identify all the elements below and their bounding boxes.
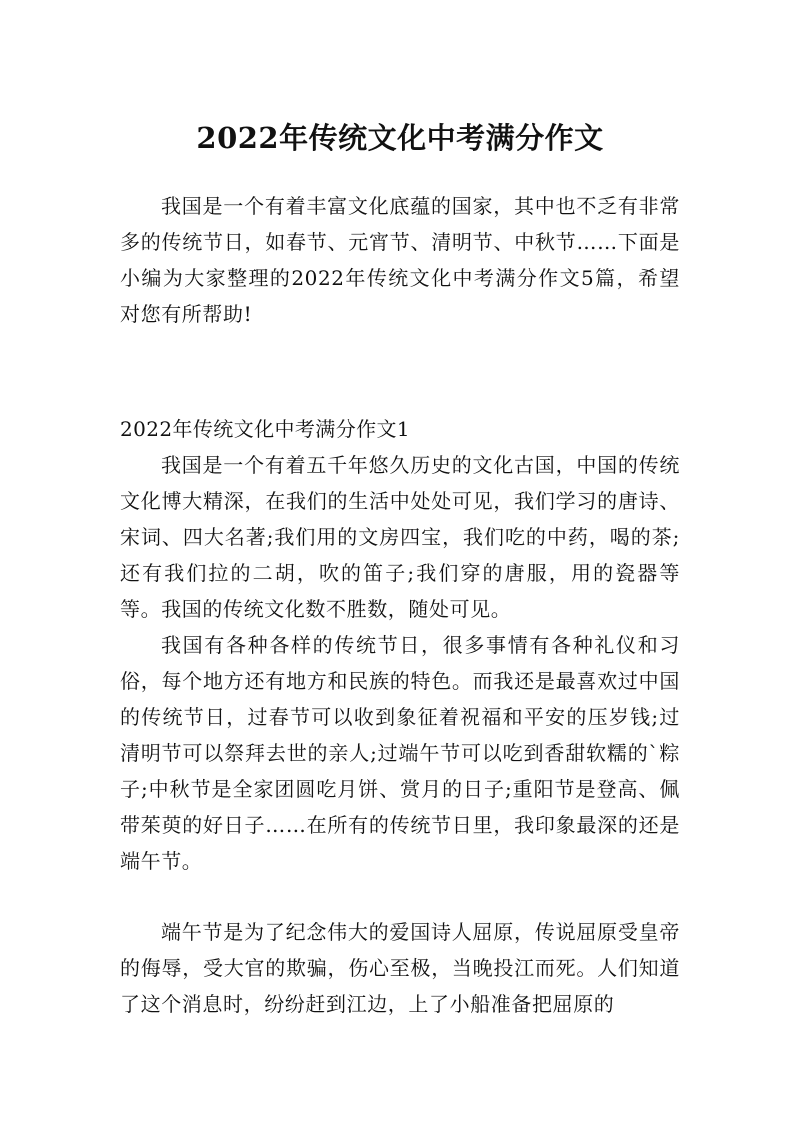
essay-paragraph-3: 端午节是为了纪念伟大的爱国诗人屈原，传说屈原受皇帝的侮辱，受大官的欺骗，伤心至极，当晚投江而死。人们知道了这个消息时，纷纷赶到江边，上了小船准备把屈原的: [120, 920, 680, 1016]
essay-paragraph-2: 我国有各种各样的传统节日，很多事情有各种礼仪和习俗，每个地方还有地方和民族的特色。而我还是最喜欢过中国的传统节日，过春节可以收到象征着祝福和平安的压岁钱;过清明节可以祭拜去世的亲人;过端午节可以吃到香甜软糯的`粽子;中秋节是全家团圆吃月饼、赏月的日子;重阳节是登高、佩带茱萸的好日子……在所有的传统节日里，我印象最深的还是端午节。: [120, 633, 680, 873]
intro-paragraph: 我国是一个有着丰富文化底蕴的国家，其中也不乏有非常多的传统节日，如春节、元宵节、清明节、中秋节……下面是小编为大家整理的2022年传统文化中考满分作文5篇，希望对您有所帮助!: [120, 194, 680, 326]
essay-paragraph-1: 我国是一个有着五千年悠久历史的文化古国，中国的传统文化博大精深，在我们的生活中处处可见，我们学习的唐诗、宋词、四大名著;我们用的文房四宝，我们吃的中药，喝的茶;还有我们拉的二胡，吹的笛子;我们穿的唐服，用的瓷器等等。我国的传统文化数不胜数，随处可见。: [120, 453, 680, 621]
document-title: 2022年传统文化中考满分作文: [196, 121, 604, 156]
section-heading: 2022年传统文化中考满分作文1: [120, 417, 411, 441]
